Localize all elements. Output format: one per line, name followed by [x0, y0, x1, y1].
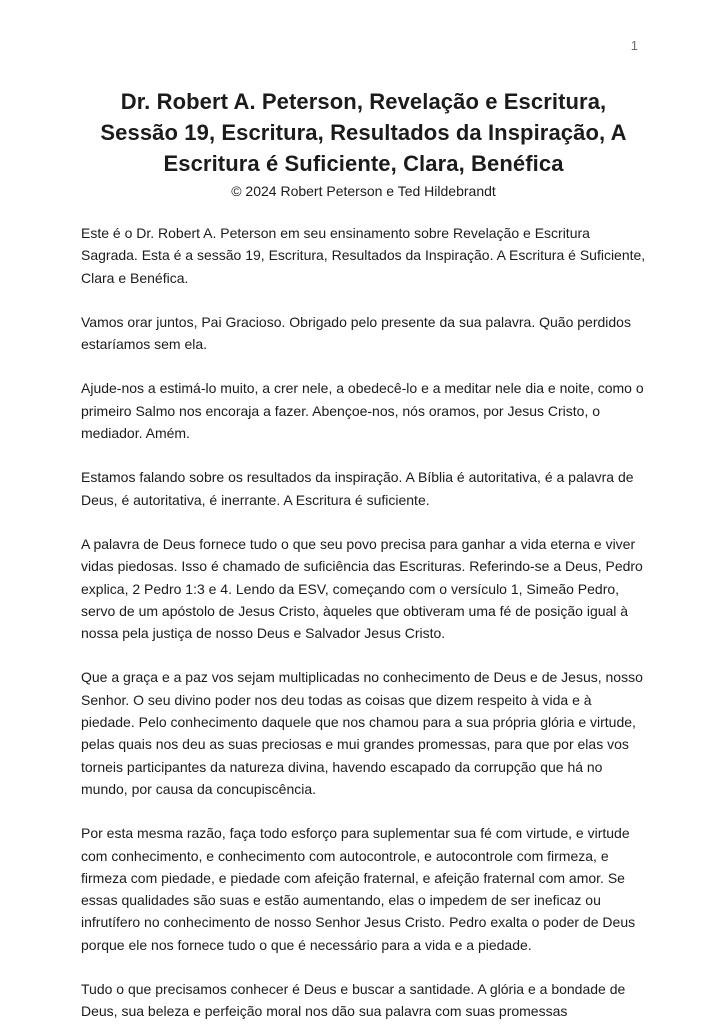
body-paragraph: Estamos falando sobre os resultados da inspiração. A Bíblia é autoritativa, é a palavra de Deus, é autoritativa, é inerrante. A Escritura é suficiente.	[81, 469, 634, 508]
body-paragraph: Por esta mesma razão, faça todo esforço para suplementar sua fé com virtude, e virtude com conhecimento, e conhecimento com autocontrole, e autocontrole com firmeza, e firmeza com piedade, e piedade com afeição fraternal, e afeição fraternal com amor. Se essas qualidades são suas e estão aumentando, elas o impedem de ser ineficaz ou infrutífero no conhecimento de nosso Senhor Jesus Cristo. Pedro exalta o poder de Deus porque ele nos fornece tudo o que é necessário para a vida e a piedade.	[81, 825, 636, 953]
body-paragraph: Ajude-nos a estimá-lo muito, a crer nele, a obedecê-lo e a meditar nele dia e noite, como o primeiro Salmo nos encoraja a fazer. Abençoe-nos, nós oramos, por Jesus Cristo, o mediador. Amém.	[81, 380, 644, 442]
body-paragraph: A palavra de Deus fornece tudo o que seu povo precisa para ganhar a vida eterna e viver vidas piedosas. Isso é chamado de suficiência das Escrituras. Referindo-se a Deus, Pedro explica, 2 Pedro 1:3 e 4. Lendo da ESV, começando com o versículo 1, Simeão Pedro, servo de um apóstolo de Jesus Cristo, àqueles que obtiveram uma fé de posição igual à nossa pela justiça de nosso Deus e Salvador Jesus Cristo.	[81, 535, 643, 642]
body-paragraph: Este é o Dr. Robert A. Peterson em seu ensinamento sobre Revelação e Escritura Sagrada. Esta é a sessão 19, Escritura, Resultados da Inspiração. A Escritura é Suficiente, Clara e Benéfica.	[81, 225, 646, 286]
page-number: 1	[630, 38, 638, 53]
body-paragraph: Tudo o que precisamos conhecer é Deus e buscar a santidade. A glória e a bondade de Deus, sua beleza e perfeição moral nos dão sua palavra com suas promessas	[81, 981, 626, 1020]
document-title	[81, 86, 646, 179]
body-paragraph: Que a graça e a paz vos sejam multiplicadas no conhecimento de Deus e de Jesus, nosso Senhor. O seu divino poder nos deu todas as coisas que dizem respeito à vida e à piedade. Pelo conhecimento daquele que nos chamou para a sua própria glória e virtude, pelas quais nos deu as suas preciosas e mui grandes promessas, para que por elas vos torneis participantes da natureza divina, havendo escapado da corrupção que há no mundo, por causa da concupiscência.	[81, 669, 643, 797]
title-line: Escritura é Suficiente, Clara, Benéfica	[163, 151, 564, 176]
body-paragraph: Vamos orar juntos, Pai Gracioso. Obrigado pelo presente da sua palavra. Quão perdidos estaríamos sem ela.	[81, 313, 631, 353]
title-line: Sessão 19, Escritura, Resultados da Inspiração, A	[100, 120, 627, 145]
title-line: Dr. Robert A. Peterson, Revelação e Escritura,	[120, 89, 607, 114]
document-body	[81, 222, 646, 1023]
copyright-line: © 2024 Robert Peterson e Ted Hildebrandt	[231, 183, 496, 199]
